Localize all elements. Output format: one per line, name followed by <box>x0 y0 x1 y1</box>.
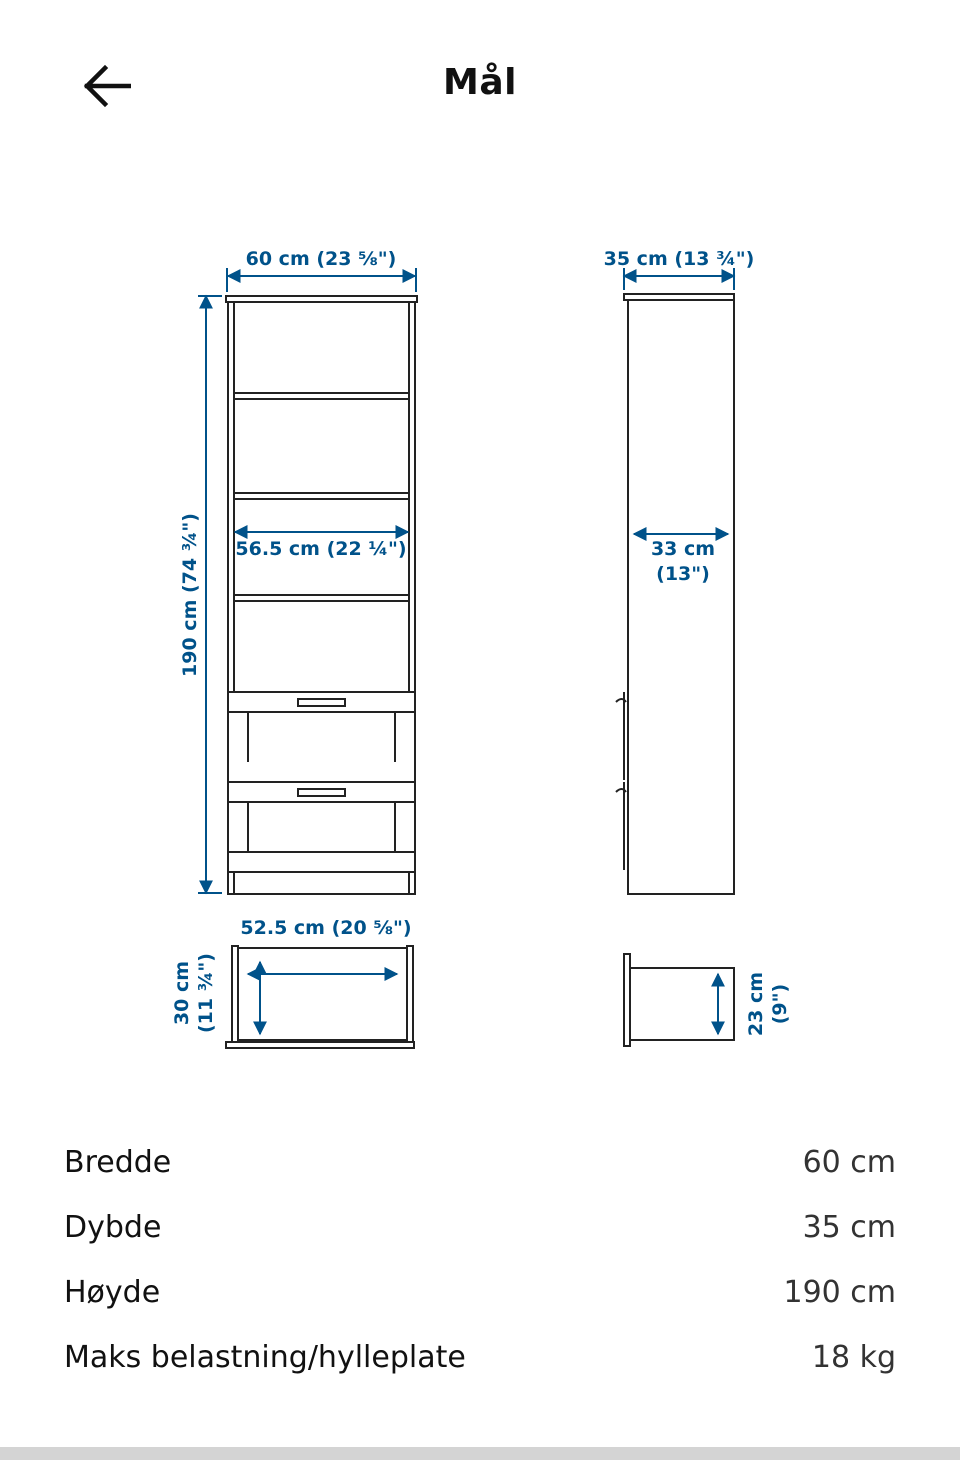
spec-label: Bredde <box>64 1145 172 1180</box>
bottom-divider <box>0 1447 960 1460</box>
spec-label: Dybde <box>64 1210 162 1245</box>
drawer-top-view <box>226 946 414 1048</box>
drawer-depth-label-1: 30 cm <box>171 960 193 1026</box>
spec-value: 60 cm <box>802 1145 896 1180</box>
spec-value: 18 kg <box>811 1340 896 1375</box>
drawer-depth-label-2: (11 ¾") <box>195 953 217 1033</box>
header <box>0 0 960 170</box>
inner-depth-label-2: (13") <box>656 563 710 585</box>
inner-width-label: 56.5 cm (22 ¼") <box>235 538 407 560</box>
spec-label: Høyde <box>64 1275 161 1310</box>
drawer-width-label: 52.5 cm (20 ⅝") <box>240 917 412 939</box>
spec-row-max-load <box>64 1325 896 1390</box>
side-view <box>616 294 734 894</box>
spec-row-width <box>64 1130 896 1195</box>
spec-value: 190 cm <box>783 1275 896 1310</box>
drawer-height-label-2: (9") <box>769 983 791 1025</box>
spec-row-height <box>64 1260 896 1325</box>
drawer-height-label-1: 23 cm <box>745 971 767 1037</box>
spec-label: Maks belastning/hylleplate <box>64 1340 466 1375</box>
height-label: 190 cm (74 ¾") <box>179 513 201 677</box>
spec-list <box>64 1130 896 1390</box>
spec-row-depth <box>64 1195 896 1260</box>
page-title: Mål <box>443 62 517 103</box>
front-width-label: 60 cm (23 ⅝") <box>245 248 397 270</box>
dimension-drawing <box>0 230 960 1080</box>
front-view <box>226 296 417 894</box>
inner-depth-label-1: 33 cm <box>650 538 716 560</box>
spec-value: 35 cm <box>802 1210 896 1245</box>
side-depth-label: 35 cm (13 ¾") <box>603 248 755 270</box>
